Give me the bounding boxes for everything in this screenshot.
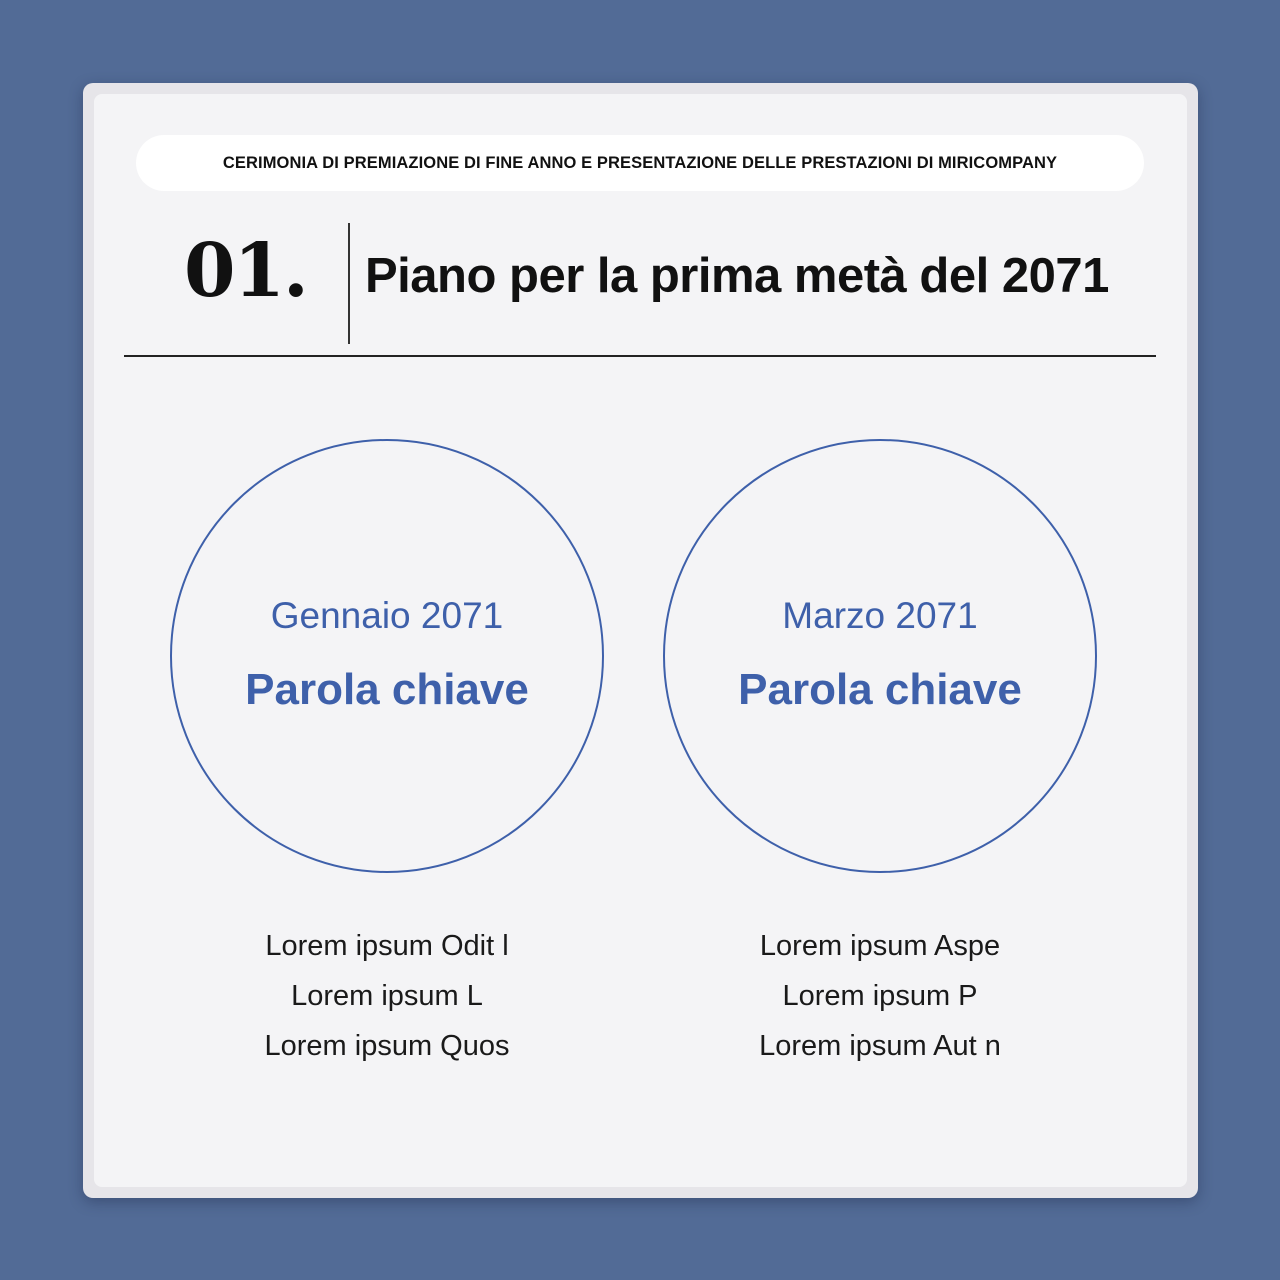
detail-line: Lorem ipsum Aut n: [759, 1030, 1001, 1062]
slide-card: [83, 83, 1198, 1198]
section-number: 01.: [184, 228, 307, 314]
detail-line: Lorem ipsum Aspe: [759, 930, 1001, 962]
vertical-divider: [348, 223, 350, 344]
horizontal-divider: [124, 355, 1156, 357]
milestone-keyword: Parola chiave: [738, 665, 1022, 714]
detail-line: Lorem ipsum L: [291, 980, 483, 1012]
milestone-details: [170, 921, 604, 1071]
milestone-date: Gennaio 2071: [270, 595, 504, 636]
milestone-date: Marzo 2071: [782, 595, 978, 636]
slide-content: [94, 94, 1187, 1187]
milestone-circle: [170, 439, 604, 873]
milestone-circle: [663, 439, 1097, 873]
detail-line: Lorem ipsum Quos: [264, 1030, 510, 1062]
milestone-january: [170, 439, 604, 1071]
milestone-details: [663, 921, 1097, 1071]
detail-line: Lorem ipsum P: [782, 980, 978, 1012]
event-banner: CERIMONIA DI PREMIAZIONE DI FINE ANNO E PRESENTAZIONE DELLE PRESTAZIONI DI MIRICOMPANY: [136, 135, 1144, 191]
detail-line: Lorem ipsum Odit l: [265, 930, 509, 962]
milestone-keyword: Parola chiave: [245, 665, 529, 714]
page-title: Piano per la prima metà del 2071: [365, 249, 1109, 303]
milestone-march: [663, 439, 1097, 1071]
